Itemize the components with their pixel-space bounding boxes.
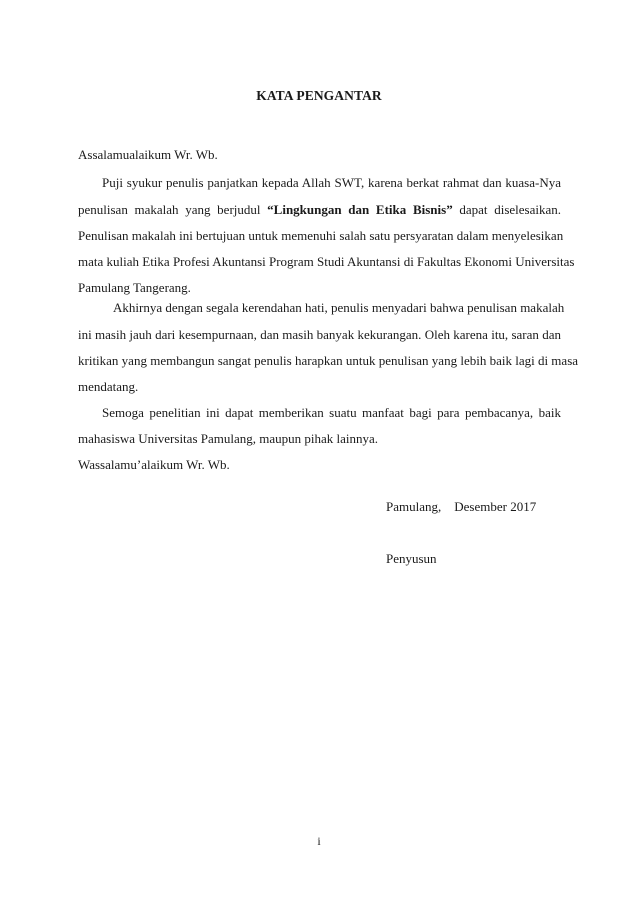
farewell-text: Wassalamu’alaikum Wr. Wb. [78,457,230,472]
paragraph-2-line-3: kritikan yang membangun sangat penulis harapkan untuk penulisan yang lebih baik lagi di masa [78,353,579,368]
paragraph-1-line-2-start: penulisan makalah yang berjudul [78,202,268,217]
greeting-text: Assalamualaikum Wr. Wb. [78,147,218,162]
place-date-text: Pamulang, Desember 2017 [386,499,537,514]
paragraph-1-line-3: Penulisan makalah ini bertujuan untuk memenuhi salah satu persyaratan dalam menyelesikan [78,228,564,243]
page-number: i [317,834,321,848]
paragraph-2-line-4: mendatang. [78,379,139,394]
paragraph-2-line-1: Akhirnya dengan segala kerendahan hati, penulis menyadari bahwa penulisan makalah [113,300,565,315]
paragraph-2-line-2: ini masih jauh dari kesempurnaan, dan masih banyak kekurangan. Oleh karena itu, saran dan [78,327,561,342]
page-title: KATA PENGANTAR [256,88,382,103]
paragraph-1-line-2 [78,202,561,218]
paragraph-1-line-1: Puji syukur penulis panjatkan kepada Allah SWT, karena berkat rahmat dan kuasa-Nya [102,175,561,190]
paragraph-3-line-1: Semoga penelitian ini dapat memberikan suatu manfaat bagi para pembacanya, baik [102,405,561,420]
paragraph-3-line-2: mahasiswa Universitas Pamulang, maupun pihak lainnya. [78,431,379,446]
signatory-text: Penyusun [386,551,437,566]
paragraph-1-line-5: Pamulang Tangerang. [78,280,191,295]
paragraph-1-line-4: mata kuliah Etika Profesi Akuntansi Program Studi Akuntansi di Fakultas Ekonomi Universitas [78,254,575,269]
paper-title-text: “Lingkungan dan Etika Bisnis” [267,202,453,217]
paragraph-1-line-2-end: dapat diselesaikan. [452,202,561,217]
